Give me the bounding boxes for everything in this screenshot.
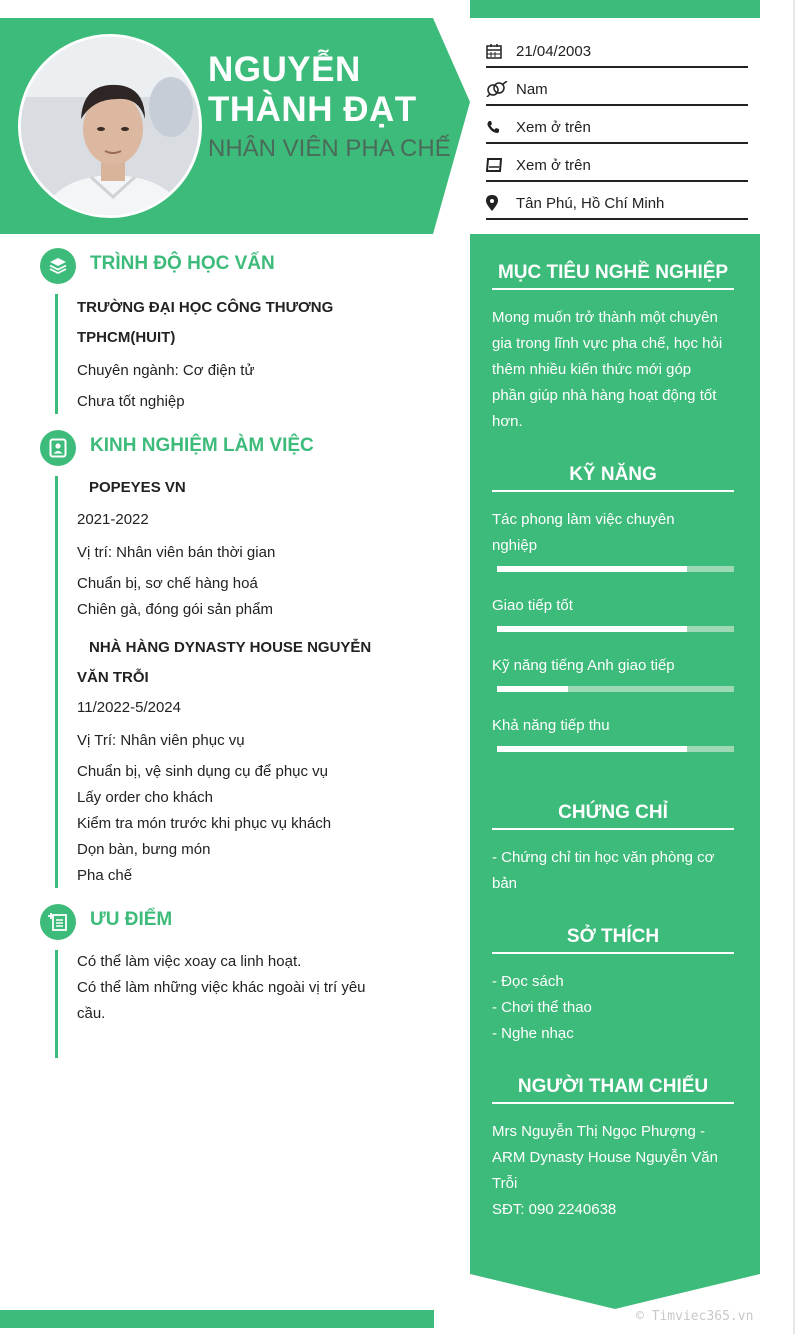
job-duty: Chuẩn bị, sơ chế hàng hoá [77,575,258,592]
certificate-line: bản [492,875,518,892]
hobby-line: - Chơi thể thao [492,999,592,1016]
education-major: Chuyên ngành: Cơ điện tử [77,362,255,379]
strengths-section-icon [40,904,76,940]
skill-bar [497,746,734,752]
job-duty: Dọn bàn, bưng món [77,841,211,858]
job-title: NHÂN VIÊN PHA CHẾ [208,135,451,162]
name-line-2: THÀNH ĐẠT [208,90,417,129]
map-pin-icon [486,193,516,213]
experience-timeline [55,476,58,888]
contact-gender [486,74,748,106]
skill-bar-fill [497,626,687,632]
contact-address [486,188,748,220]
skill-label: Kỹ năng tiếng Anh giao tiếp [492,657,675,674]
objective-text [492,305,742,435]
job-duties [77,759,397,889]
skill-label-line: Tác phong làm việc chuyên [492,511,675,528]
reference-line: Mrs Nguyễn Thị Ngọc Phượng - [492,1123,706,1140]
gender-icon [486,79,516,99]
gender-value: Nam [516,80,548,98]
certificates-text [492,845,742,897]
phone-value: Xem ở trên [516,118,591,136]
contact-phone [486,112,748,144]
job-company: POPEYES VN [89,479,186,496]
job-position: Vị trí: Nhân viên bán thời gian [77,544,276,561]
objective-line: Mong muốn trở thành một chuyên [492,309,718,326]
job-duty: Pha chế [77,867,133,884]
job-period: 11/2022-5/2024 [77,699,181,716]
id-badge-icon [49,438,67,458]
job-period: 2021-2022 [77,511,149,528]
strength-line: Có thể làm việc xoay ca linh hoạt. [77,953,302,970]
strengths-timeline [55,950,58,1058]
job-company-line: NHÀ HÀNG DYNASTY HOUSE NGUYỄN [89,639,372,656]
name-line-1: NGUYỄN [208,50,361,89]
education-title: TRÌNH ĐỘ HỌC VẤN [90,253,275,274]
references-text [492,1119,742,1223]
strength-line: Có thể làm những việc khác ngoài vị trí yêu [77,979,366,996]
objective-title: MỤC TIÊU NGHỀ NGHIỆP [492,262,734,290]
school-name-line: TPHCM(HUIT) [77,329,176,346]
job-duty: Chuẩn bị, vệ sinh dụng cụ để phục vụ [77,763,329,780]
skill-bar-fill [497,566,687,572]
skill-label: Khả năng tiếp thu [492,717,610,734]
skill-bar [497,626,734,632]
birthdate-value: 21/04/2003 [516,42,592,60]
reference-line: Trỗi [492,1175,518,1192]
skill-label: Giao tiếp tốt [492,597,573,614]
references-title: NGƯỜI THAM CHIẾU [492,1076,734,1104]
strengths-title: ƯU ĐIỂM [90,909,173,930]
school-name [77,293,397,353]
skill-label-line: nghiệp [492,537,538,554]
calendar-icon [486,41,516,61]
reference-line: ARM Dynasty House Nguyễn Văn [492,1149,718,1166]
objective-line: thêm nhiều kiến thức mới góp [492,361,692,378]
contact-email [486,150,748,182]
objective-line: phần giúp nhà hàng hoạt động tốt [492,387,717,404]
skill-bar [497,566,734,572]
hobbies-text [492,969,742,1047]
experience-title: KINH NGHIỆM LÀM VIỆC [90,435,314,456]
candidate-name [208,50,458,130]
job-company [77,633,397,693]
education-timeline [55,294,58,414]
reference-line: SĐT: 090 2240638 [492,1201,617,1218]
certificate-line: - Chứng chỉ tin học văn phòng cơ [492,849,715,866]
education-status: Chưa tốt nghiệp [77,393,185,410]
watermark: © Timviec365.vn [636,1309,754,1324]
hobbies-title: SỞ THÍCH [492,926,734,954]
phone-icon [486,117,516,137]
hobby-line: - Nghe nhạc [492,1025,574,1042]
layers-icon [48,256,68,276]
certificates-title: CHỨNG CHỈ [492,802,734,830]
job-duty: Lấy order cho khách [77,789,213,806]
address-value: Tân Phú, Hồ Chí Minh [516,194,665,212]
skill-bar-fill [497,686,568,692]
job-duty: Kiểm tra món trước khi phục vụ khách [77,815,332,832]
strength-line: cầu. [77,1005,106,1022]
skills-title: KỸ NĂNG [492,464,734,492]
experience-section-icon [40,430,76,466]
email-value: Xem ở trên [516,156,591,174]
email-icon [486,155,516,175]
bottom-accent-strip [0,1310,434,1328]
notes-icon [48,912,68,932]
school-name-line: TRƯỜNG ĐẠI HỌC CÔNG THƯƠNG [77,299,334,316]
job-position: Vị Trí: Nhân viên phục vụ [77,732,245,749]
skill-bar [497,686,734,692]
skill-bar-fill [497,746,687,752]
education-section-icon [40,248,76,284]
avatar [18,34,202,218]
job-duties [77,571,397,623]
objective-line: hơn. [492,413,523,430]
hobby-line: - Đọc sách [492,973,564,990]
job-company-line: VĂN TRỖI [77,669,149,686]
job-duty: Chiên gà, đóng gói sản phẩm [77,601,273,618]
objective-line: gia trong lĩnh vực pha chế, học hỏi [492,335,723,352]
page-edge [793,0,795,1334]
strengths-text [77,949,397,1027]
top-accent-strip [470,0,760,18]
contact-birthdate [486,36,748,68]
skill-label [492,507,722,559]
